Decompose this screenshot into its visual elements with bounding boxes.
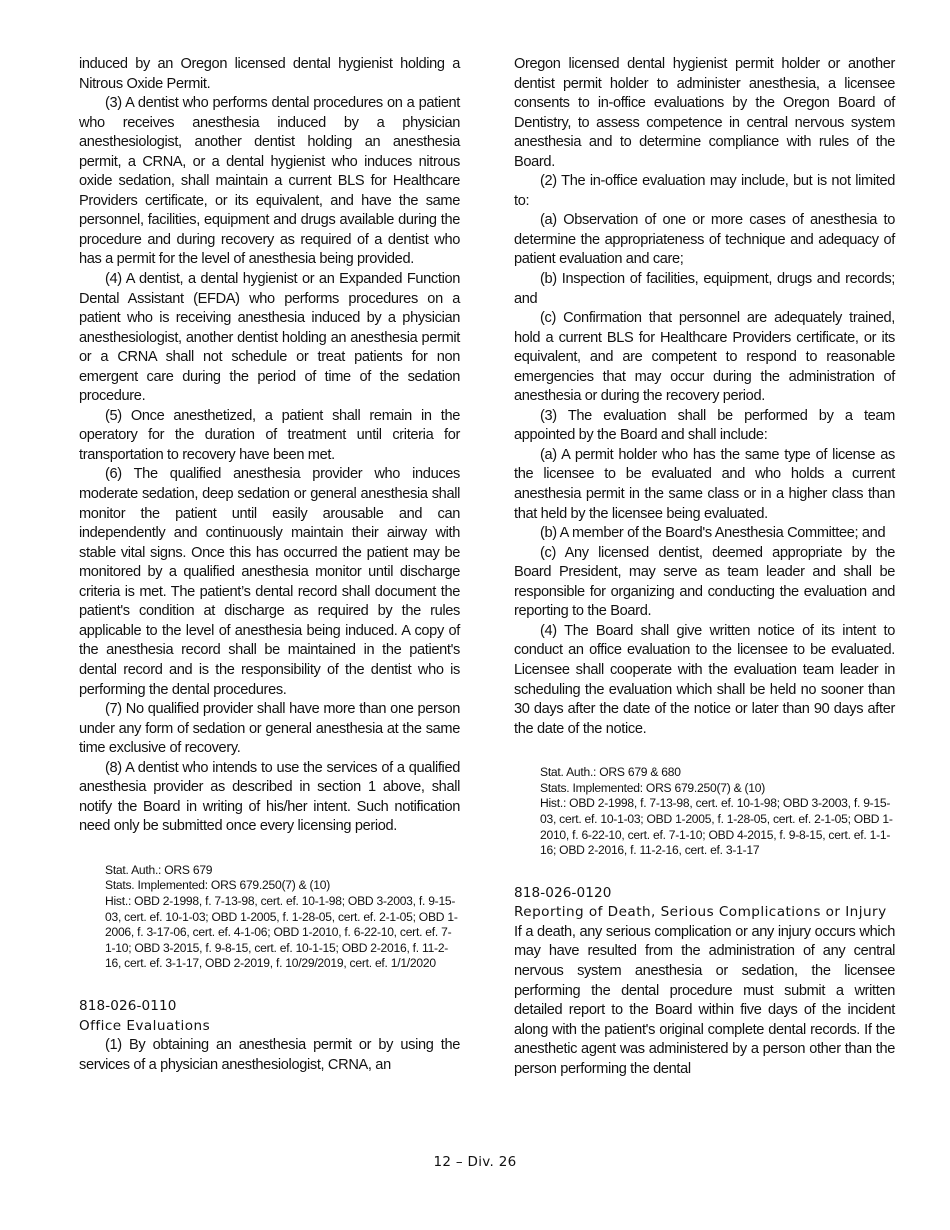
- office-evaluations-item-3a: (a) A permit holder who has the same type of license as the licensee to be evaluated and who holds a current anesthesia permit in the same class or in a higher class than that held by the licensee being evaluated.: [514, 446, 895, 522]
- statutory-authority: Stat. Auth.: ORS 679: [105, 862, 213, 877]
- paragraph-3: (3) A dentist who performs dental procedures on a patient who receives anesthesia induced by a physician anesthesiologist, another dentist holding an anesthesia permit, a CRNA, or a dental hygienist who induces nitrous oxide sedation, shall maintain a current BLS for Healthcare Providers certificate, or its equivalent, and have the same personnel, facilities, equipment and drugs available during the procedure and during recovery as required of a dentist who has a permit for the level of anesthesia being provided.: [79, 95, 460, 268]
- paragraph-5: (5) Once anesthetized, a patient shall remain in the operatory for the duration of treatment until criteria for transportation to recovery have been met.: [79, 407, 460, 463]
- paragraph-8: (8) A dentist who intends to use the services of a qualified anesthesia provider as described in section 1 above, shall notify the Board in writing of his/her intent. Such notification need only be submitted once every licensing period.: [79, 759, 460, 835]
- page-footer: 12 – Div. 26: [433, 1154, 517, 1170]
- statutes-implemented: Stats. Implemented: ORS 679.250(7) & (10): [540, 780, 766, 795]
- office-evaluations-paragraph-3: (3) The evaluation shall be performed by a team appointed by the Board and shall include:: [514, 407, 895, 444]
- office-evaluations-item-3b: (b) A member of the Board's Anesthesia Committee; and: [540, 525, 886, 542]
- office-evaluations-paragraph-1: (1) By obtaining an anesthesia permit or by using the services of a physician anesthesiologist, CRNA, an: [79, 1037, 460, 1073]
- reporting-paragraph: If a death, any serious complication or any injury occurs which may have resulted from the administration of any central nervous system anesthesia or sedation, the licensee performing the dental procedure must submit a written detailed report to the Board within five days of the incident along with the patient's original complete dental records. If the anesthetic agent was administered by a person other than the person performing the dental: [514, 923, 895, 1077]
- right-column: [514, 55, 895, 1079]
- history-text: Hist.: OBD 2-1998, f. 7-13-98, cert. ef. 10-1-98; OBD 3-2003, f. 9-15-03, cert. ef. 10-1-03; OBD 1-2005, f. 1-28-05, cert. ef. 2-1-05; OBD 1-2006, f. 3-17-06, cert. ef. 4-1-06; OBD 1-2010, f. 6-22-10, cert. ef. 7-1-10; OBD 3-2015, f. 9-8-15, cert. ef. 10-1-15; OBD 2-2016, f. 11-2-16, cert. ef. 3-1-17, OBD 2-2019, f. 10/29/2019, cert. ef. 1/1/2020: [105, 894, 458, 971]
- history-block: [540, 765, 895, 859]
- office-evaluations-item-2b: (b) Inspection of facilities, equipment, drugs and records; and: [514, 271, 895, 307]
- office-evaluations-paragraph-2: (2) The in-office evaluation may include, but is not limited to:: [514, 173, 895, 209]
- paragraph-7: (7) No qualified provider shall have more than one person under any form of sedation or general anesthesia at the same time exclusive of recovery.: [79, 701, 460, 757]
- paragraph-4: (4) A dentist, a dental hygienist or an Expanded Function Dental Assistant (EFDA) who performs procedures on a patient who is receiving anesthesia induced by a physician anesthesiologist, another dentist holding an anesthesia permit or a CRNA shall not schedule or treat patients for non emergent care during the period of time of the sedation procedure.: [79, 271, 460, 405]
- statutory-authority: Stat. Auth.: ORS 679 & 680: [540, 765, 681, 780]
- rule-title: Office Evaluations: [79, 1017, 211, 1034]
- history-text: Hist.: OBD 2-1998, f. 7-13-98, cert. ef. 10-1-98; OBD 3-2003, f. 9-15-03, cert. ef. 10-1-03; OBD 1-2005, f. 1-28-05, cert. ef. 2-1-05; OBD 1-2010, f. 6-22-10, cert. ef. 7-1-10; OBD 4-2015, f. 9-8-15, cert. ef. 1-1-16; OBD 2-2016, f. 11-2-16, cert. ef. 3-1-17: [540, 796, 893, 858]
- office-evaluations-item-2a: (a) Observation of one or more cases of anesthesia to determine the appropriateness of technique and adequacy of patient evaluation and care;: [514, 212, 895, 268]
- office-evaluations-item-2c: (c) Confirmation that personnel are adequately trained, hold a current BLS for Healthcare Providers certificate, or its equivalent, and are competent to respond to reasonable emergencies that may occur during the administration of anesthesia or during the recovery period.: [514, 310, 895, 405]
- paragraph-6: (6) The qualified anesthesia provider who induces moderate sedation, deep sedation or general anesthesia shall monitor the patient until easily arousable and can independently and continuously maintain their airway with stable vital signs. Once this has occurred the patient may be monitored by a qualified anesthesia monitor until discharge criteria is met. The patient’s dental record shall document the patient's condition at discharge as required by the rules applicable to the level of anesthesia being induced. A copy of the anesthesia record shall be maintained in the patient's dental record and is the responsibility of the dentist who is performing the dental procedures.: [79, 466, 460, 698]
- left-column: [79, 55, 460, 1075]
- history-block: [105, 863, 460, 972]
- rule-number: 818-026-0120: [514, 884, 612, 901]
- rule-number: 818-026-0110: [79, 998, 177, 1015]
- paragraph-continued: induced by an Oregon licensed dental hygienist holding a Nitrous Oxide Permit.: [79, 56, 460, 92]
- office-evaluations-item-3c: (c) Any licensed dentist, deemed appropriate by the Board President, may serve as team leader and shall be responsible for organizing and conducting the evaluation and reporting to the Board.: [514, 544, 895, 620]
- rule-title: Reporting of Death, Serious Complications or Injury: [514, 904, 887, 921]
- office-evaluations-paragraph-4: (4) The Board shall give written notice of its intent to conduct an office evaluation to the licensee to be evaluated. Licensee shall cooperate with the evaluation team leader in scheduling the evaluation which shall be held no sooner than 30 days after the date of the notice or later than 90 days after the date of the notice.: [514, 622, 895, 737]
- office-evaluations-paragraph-1-continued: Oregon licensed dental hygienist permit holder or another dentist permit holder to administer anesthesia, a licensee consents to in-office evaluations by the Oregon Board of Dentistry, to assess competence in central nervous system anesthesia and to determine compliance with rules of the Board.: [514, 56, 895, 170]
- statutes-implemented: Stats. Implemented: ORS 679.250(7) & (10): [105, 878, 331, 893]
